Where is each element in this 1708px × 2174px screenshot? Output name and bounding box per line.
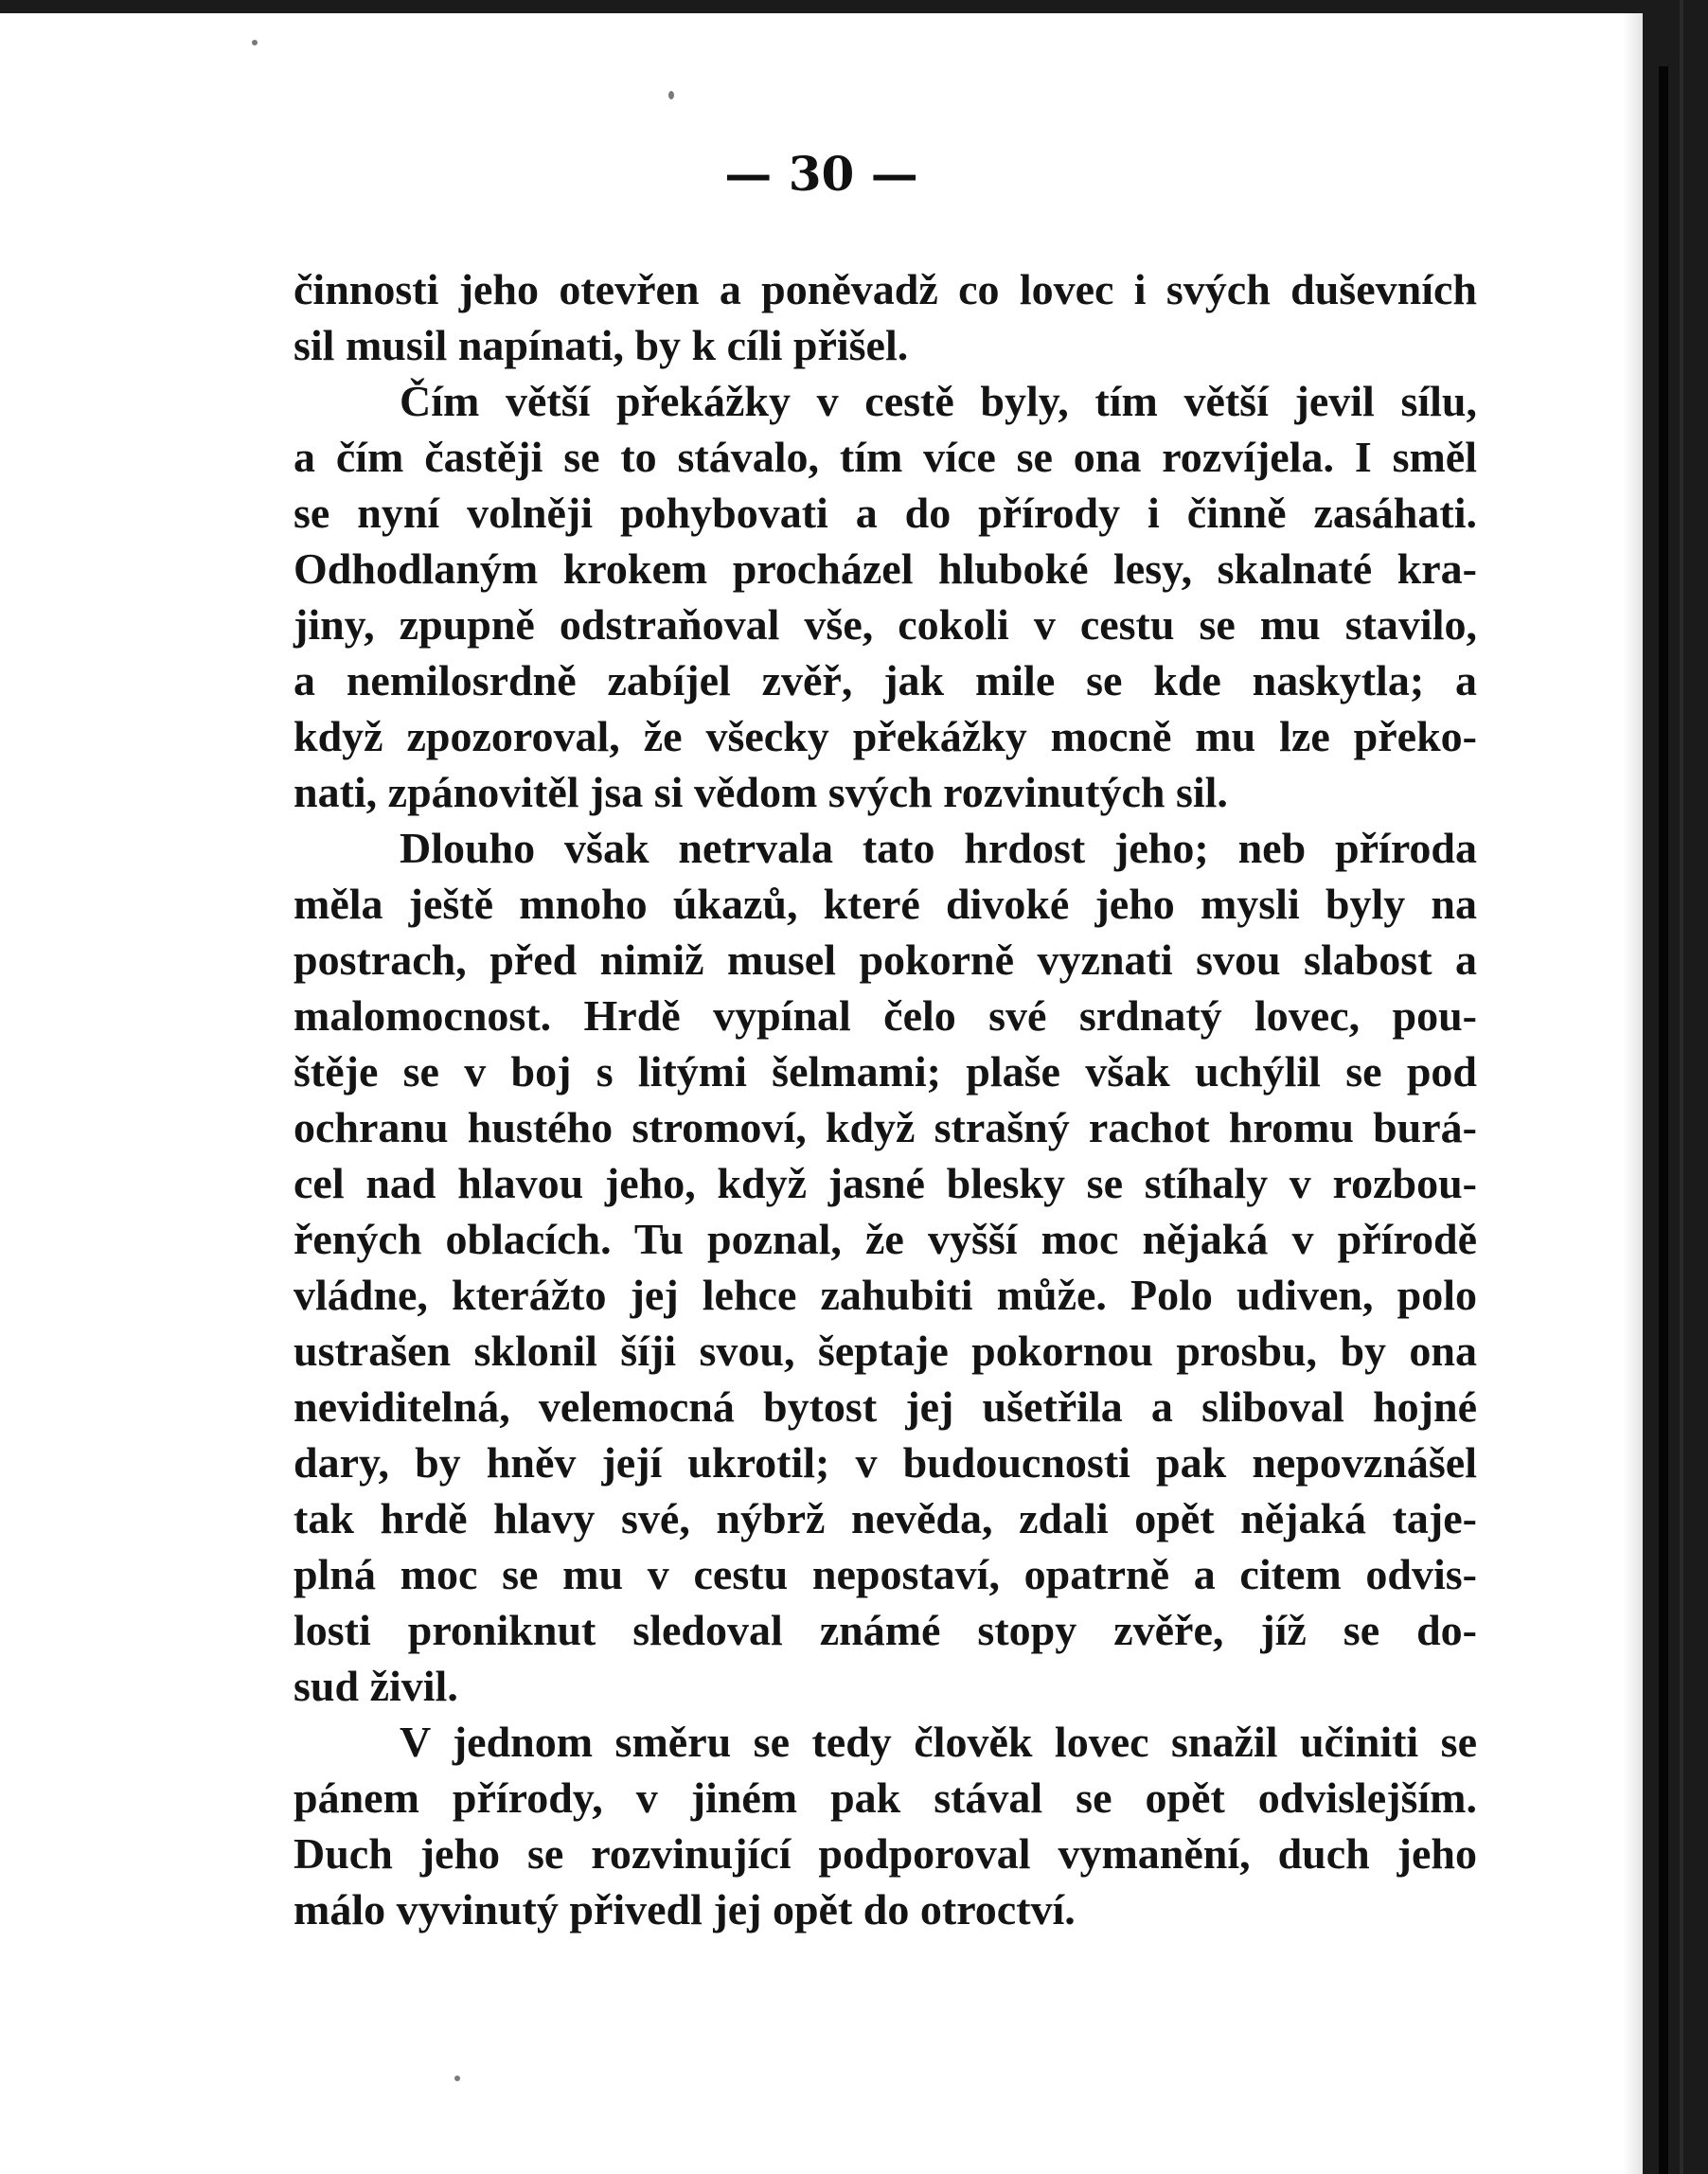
text-line: dary, by hněv její ukrotil; v budoucnosti pak nepovznášel bbox=[294, 1438, 1477, 1487]
text-line: činnosti jeho otevřen a poněvadž co lovec i svých duševních bbox=[294, 265, 1477, 313]
text-line: malomocnost. Hrdě vypínal čelo své srdnatý lovec, pou- bbox=[294, 991, 1477, 1040]
text-line: Odhodlaným krokem procházel hluboké lesy, skalnaté kra- bbox=[294, 544, 1477, 593]
book-edge-shadow bbox=[1659, 66, 1668, 2174]
text-line: ustrašen sklonil šíji svou, šeptaje pokornou prosbu, by ona bbox=[294, 1327, 1477, 1375]
text-line: se nyní volněji pohybovati a do přírody i činně zasáhati. bbox=[294, 489, 1477, 537]
text-line: sil musil napínati, by k cíli přišel. bbox=[294, 321, 909, 369]
text-line: Dlouho však netrvala tato hrdost jeho; neb příroda bbox=[400, 824, 1477, 872]
paragraph bbox=[294, 820, 1477, 1714]
text-line: vládne, kterážto jej lehce zahubiti může. Polo udiven, polo bbox=[294, 1271, 1477, 1319]
text-line: když zpozoroval, že všecky překážky mocně mu lze překo- bbox=[294, 712, 1477, 760]
text-line: pánem přírody, v jiném pak stával se opět odvislejším. bbox=[294, 1773, 1477, 1822]
text-line: jiny, zpupně odstraňoval vše, cokoli v cestu se mu stavilo, bbox=[294, 600, 1477, 649]
paragraph bbox=[294, 373, 1477, 820]
text-line: losti proniknut sledoval známé stopy zvěře, jíž se do- bbox=[294, 1606, 1477, 1654]
text-line: V jednom směru se tedy člověk lovec snažil učiniti se bbox=[400, 1718, 1477, 1766]
book-page bbox=[0, 13, 1643, 2174]
text-line: ochranu hustého stromoví, když strašný rachot hromu burá- bbox=[294, 1103, 1477, 1151]
text-line: a nemilosrdně zabíjel zvěř, jak mile se kde naskytla; a bbox=[294, 656, 1477, 704]
text-line: postrach, před nimiž musel pokorně vyznati svou slabost a bbox=[294, 936, 1477, 984]
paragraph bbox=[294, 261, 1477, 373]
text-body bbox=[294, 261, 1477, 1937]
text-line: tak hrdě hlavy své, nýbrž nevěda, zdali opět nějaká taje- bbox=[294, 1494, 1477, 1542]
text-line: neviditelná, velemocná bytost jej ušetřila a sliboval hojné bbox=[294, 1382, 1477, 1431]
print-speck bbox=[454, 2076, 460, 2081]
text-line: Čím větší překážky v cestě byly, tím větší jevil sílu, bbox=[400, 377, 1477, 425]
text-line: nati, zpánovitěl jsa si vědom svých rozvinutých sil. bbox=[294, 768, 1228, 816]
text-line: cel nad hlavou jeho, když jasné blesky se stíhaly v rozbou- bbox=[294, 1159, 1477, 1207]
book-edge-line bbox=[1680, 0, 1683, 2174]
print-speck bbox=[252, 40, 258, 45]
text-line: a čím častěji se to stávalo, tím více se ona rozvíjela. I směl bbox=[294, 433, 1477, 481]
text-line: Duch jeho se rozvinující podporoval vymanění, duch jeho bbox=[294, 1829, 1477, 1878]
text-line: měla ještě mnoho úkazů, které divoké jeho mysli byly na bbox=[294, 880, 1477, 928]
print-speck bbox=[668, 91, 674, 99]
page-number: — 30 — bbox=[724, 146, 918, 202]
text-line: štěje se v boj s litými šelmami; plaše však uchýlil se pod bbox=[294, 1047, 1477, 1096]
text-line: málo vyvinutý přivedl jej opět do otroctví. bbox=[294, 1885, 1076, 1933]
paragraph bbox=[294, 1714, 1477, 1937]
text-line: plná moc se mu v cestu nepostaví, opatrně a citem odvis- bbox=[294, 1550, 1477, 1598]
text-line: řených oblacích. Tu poznal, že vyšší moc nějaká v přírodě bbox=[294, 1215, 1477, 1263]
text-line: sud živil. bbox=[294, 1662, 458, 1710]
